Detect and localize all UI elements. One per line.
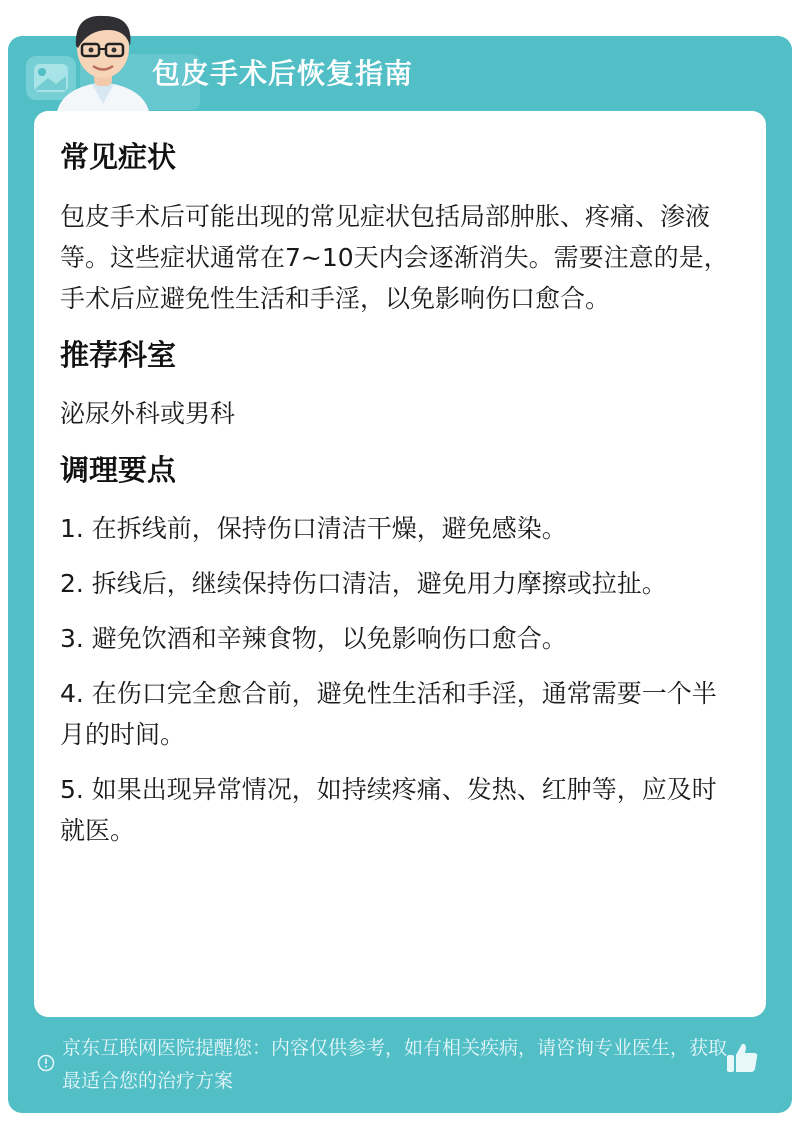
list-item: 1. 在拆线前，保持伤口清洁干燥，避免感染。	[60, 514, 567, 543]
list-item: 2. 拆线后，继续保持伤口清洁，避免用力摩擦或拉扯。	[60, 569, 667, 598]
info-circle-icon	[37, 1054, 55, 1072]
list-item: 5. 如果出现异常情况，如持续疼痛、发热、红肿等，应及时就医。	[60, 775, 717, 845]
department-text: 泌尿外科或男科	[60, 399, 236, 428]
list-item: 4. 在伤口完全愈合前，避免性生活和手淫，通常需要一个半月的时间。	[60, 679, 717, 749]
section-title-care: 调理要点	[60, 453, 177, 487]
section-title-symptoms: 常见症状	[60, 140, 177, 174]
page-title: 包皮手术后恢复指南	[152, 57, 414, 90]
section-title-department: 推荐科室	[60, 338, 177, 372]
section-symptoms	[60, 135, 740, 319]
list-item: 3. 避免饮酒和辛辣食物，以免影响伤口愈合。	[60, 624, 567, 653]
thumbs-up-icon[interactable]	[724, 1040, 760, 1076]
doctor-avatar	[48, 8, 158, 118]
content-card	[34, 111, 766, 1017]
section-department	[60, 333, 740, 434]
section-care	[60, 448, 740, 851]
footer-disclaimer: 京东互联网医院提醒您：内容仅供参考，如有相关疾病，请咨询专业医生，获取最适合您的治疗方案	[62, 1037, 728, 1092]
symptoms-text: 包皮手术后可能出现的常见症状包括局部肿胀、疼痛、渗液等。这些症状通常在7~10天内会逐渐消失。需要注意的是，手术后应避免性生活和手淫，以免影响伤口愈合。	[60, 202, 729, 313]
